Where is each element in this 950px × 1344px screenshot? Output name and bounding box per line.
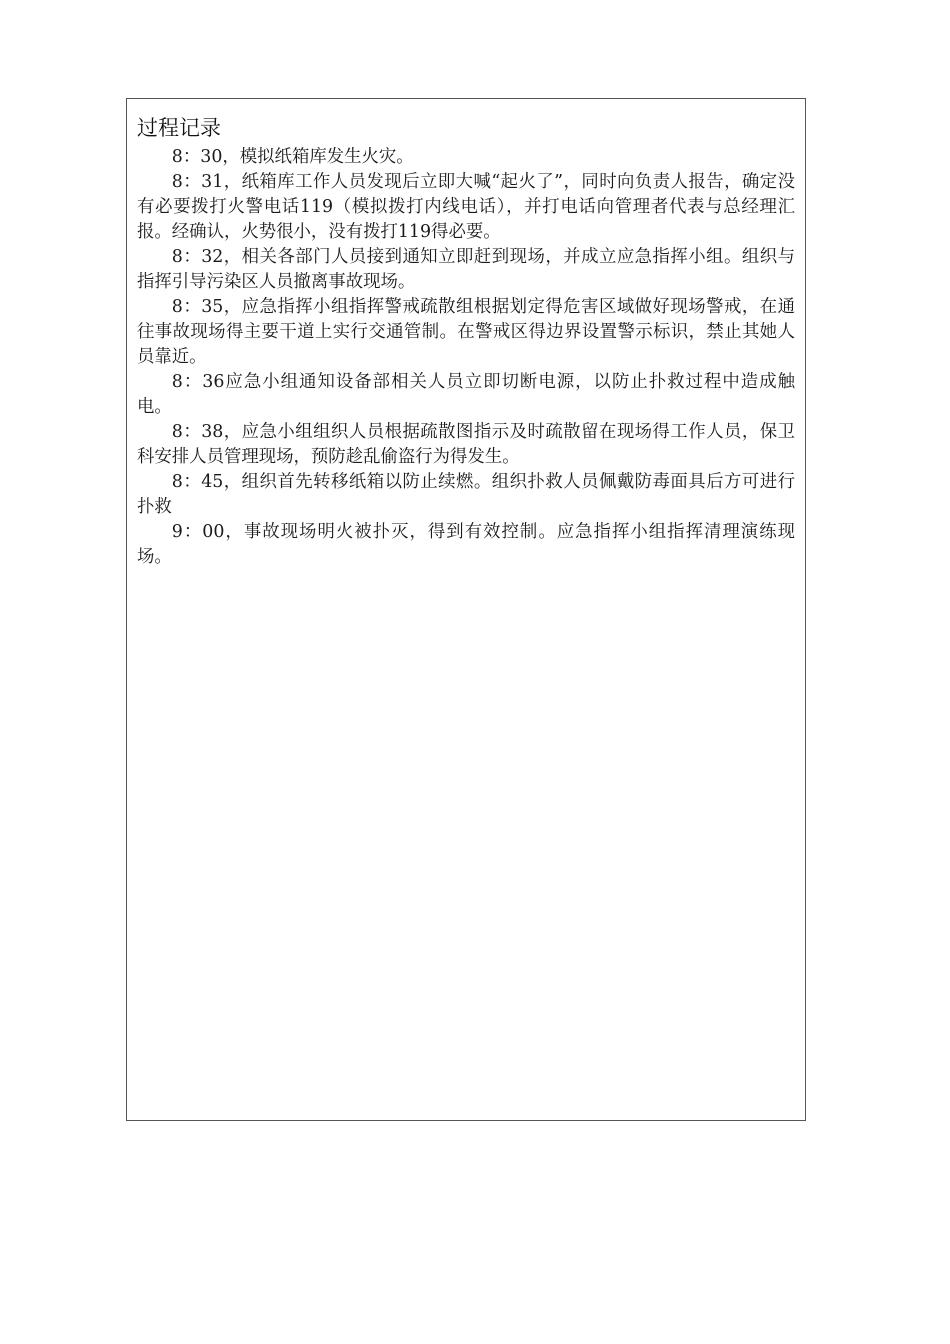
record-entry-0835: 8：35，应急指挥小组指挥警戒疏散组根据划定得危害区域做好现场警戒，在通往事故现场得主要干道上实行交通管制。在警戒区得边界设置警示标识，禁止其她人员靠近。 — [137, 297, 795, 367]
record-entry-0845: 8：45，组织首先转移纸箱以防止续燃。组织扑救人员佩戴防毒面具后方可进行扑救 — [137, 472, 795, 517]
record-entry-0838: 8：38，应急小组组织人员根据疏散图指示及时疏散留在现场得工作人员，保卫科安排人员管理现场，预防趁乱偷盗行为得发生。 — [137, 422, 795, 467]
section-title: 过程记录 — [137, 116, 221, 140]
record-entry-0836: 8：36应急小组通知设备部相关人员立即切断电源，以防止扑救过程中造成触电。 — [137, 372, 795, 417]
process-record-box — [126, 98, 806, 1121]
record-entry-0900: 9：00，事故现场明火被扑灭，得到有效控制。应急指挥小组指挥清理演练现场。 — [137, 522, 795, 567]
record-entries — [137, 145, 795, 570]
record-entry-0832: 8：32，相关各部门人员接到通知立即赶到现场，并成立应急指挥小组。组织与指挥引导污染区人员撤离事故现场。 — [137, 247, 795, 292]
record-entry-0830: 8：30，模拟纸箱库发生火灾。 — [171, 147, 414, 167]
record-entry-0831: 8：31，纸箱库工作人员发现后立即大喊“起火了”，同时向负责人报告，确定没有必要拨打火警电话119（模拟拨打内线电话），并打电话向管理者代表与总经理汇报。经确认，火势很小，没有拨打119得必要。 — [137, 172, 795, 242]
